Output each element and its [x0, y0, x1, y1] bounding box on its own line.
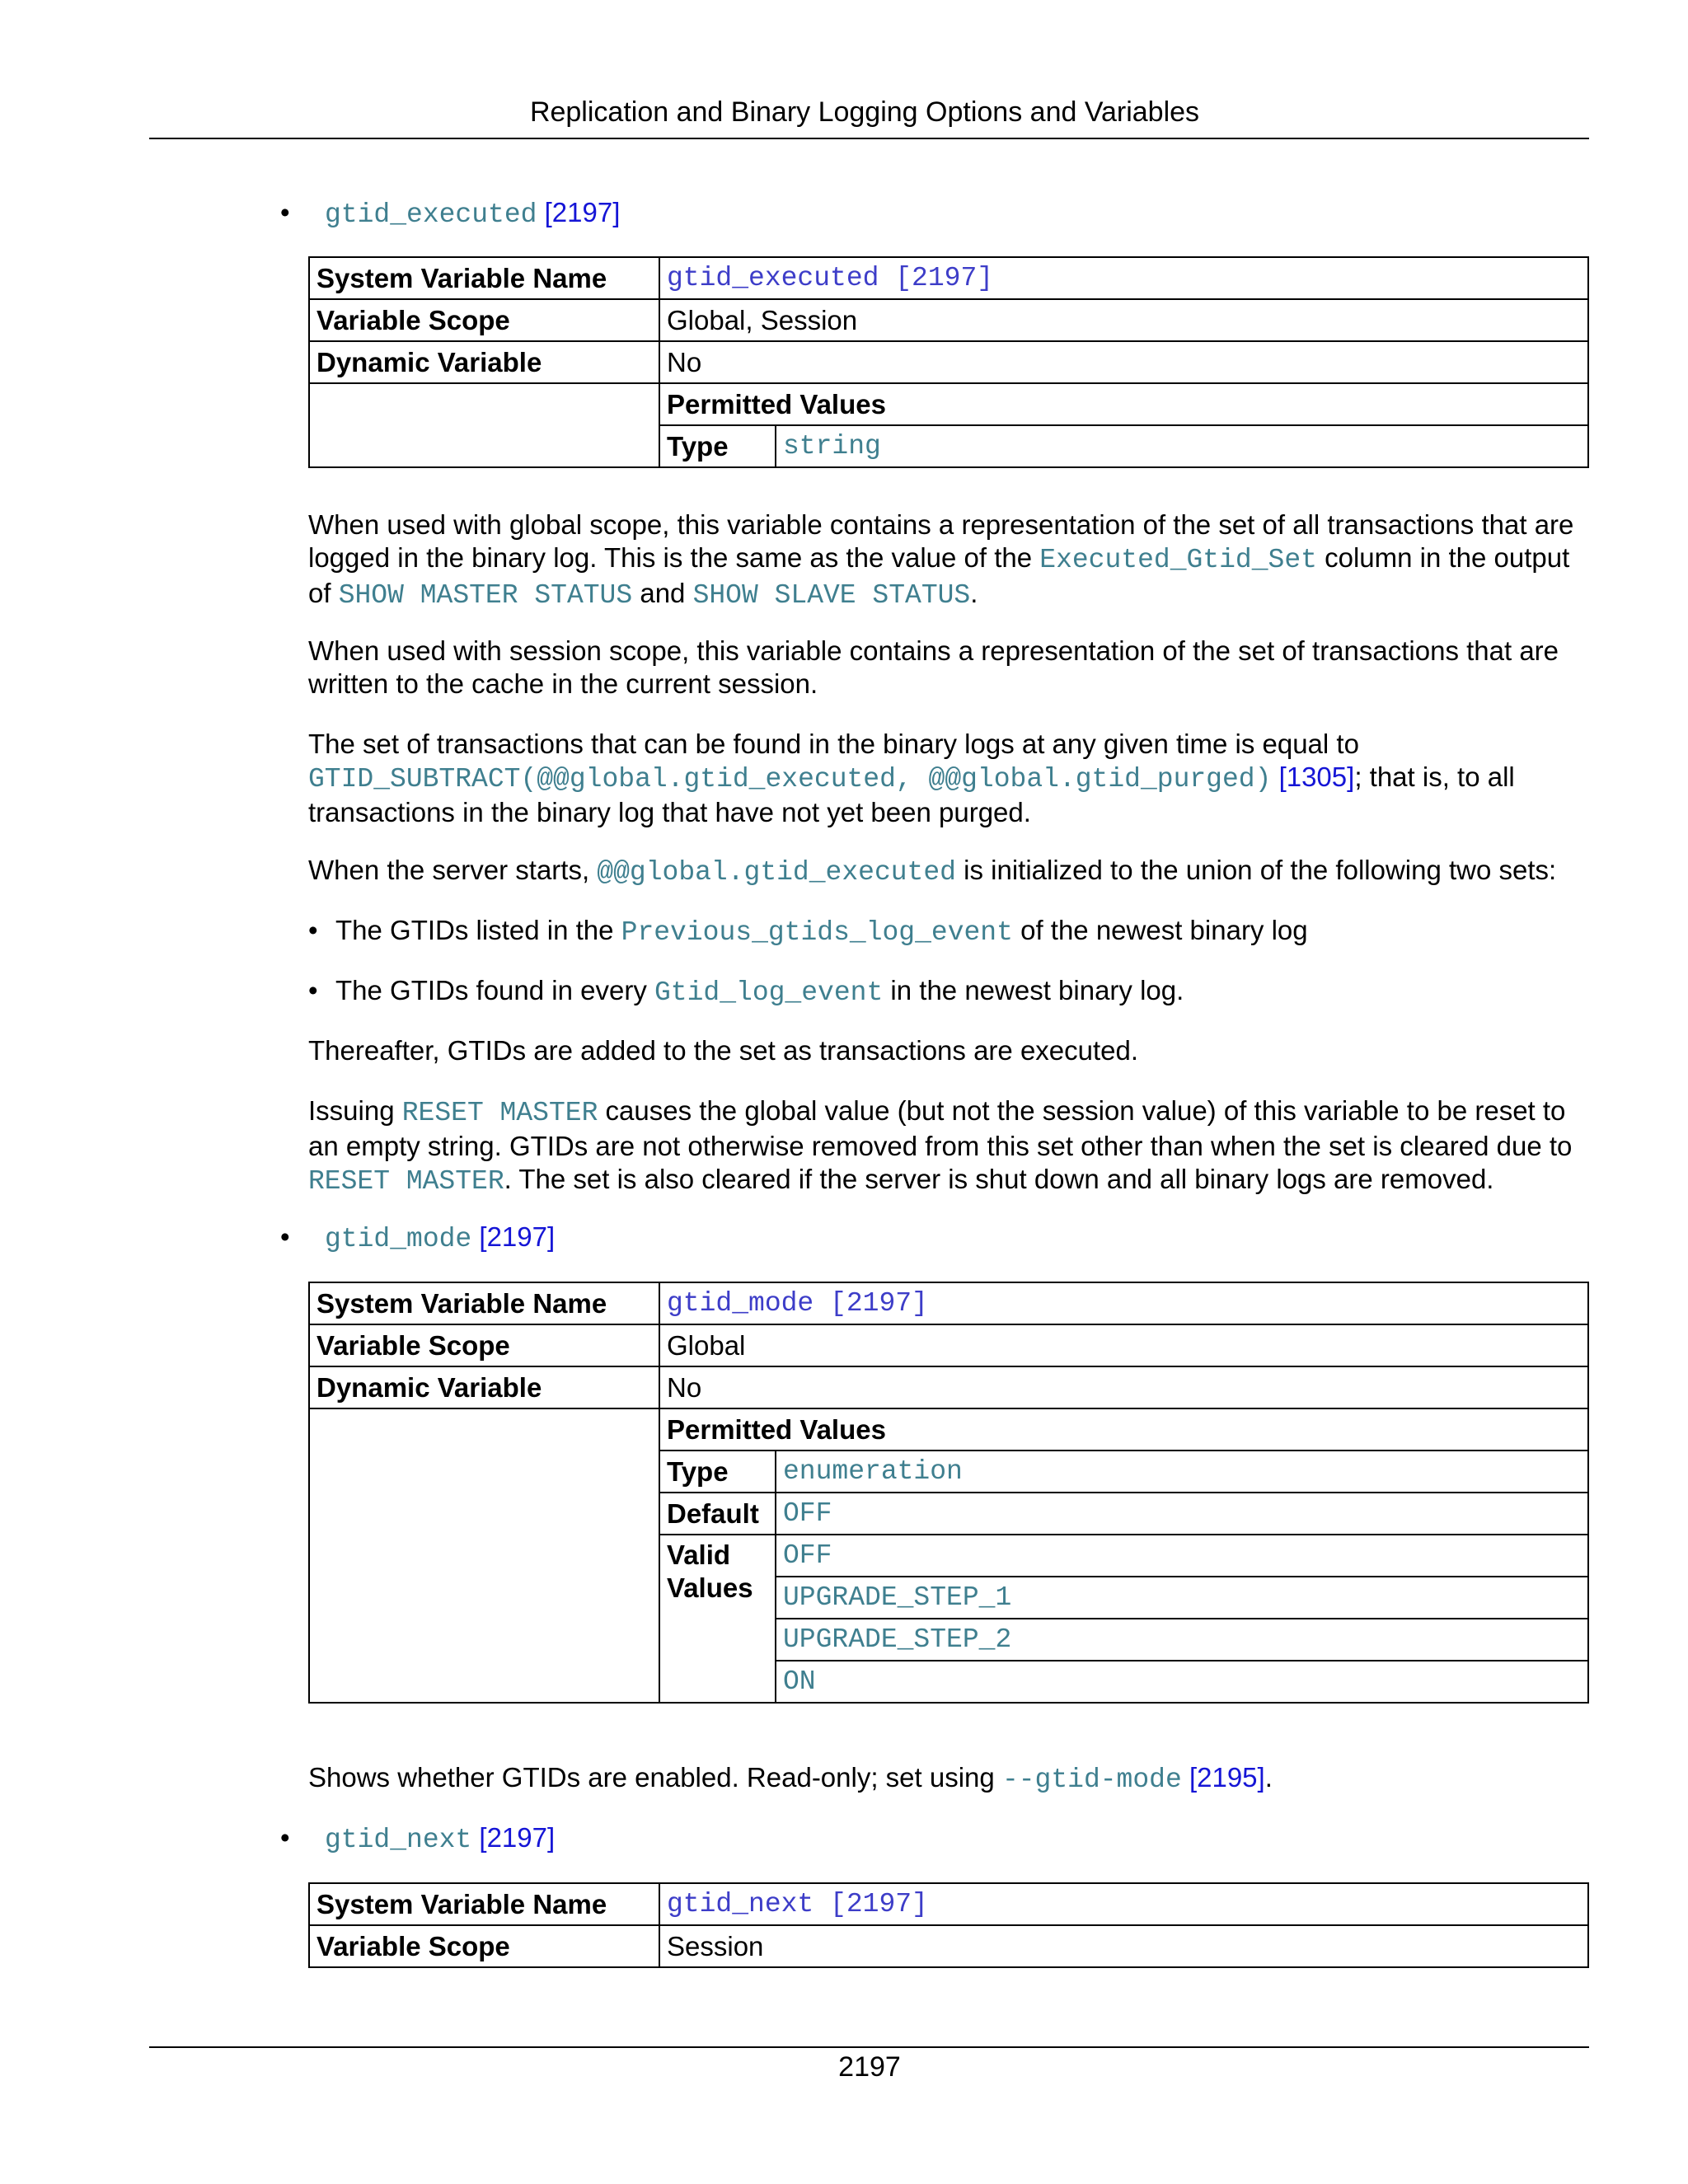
text: The GTIDs listed in the	[335, 915, 621, 945]
page-ref-link[interactable]: [2197]	[544, 197, 621, 227]
text: ; that is, to all transactions in the binary log that have not yet been purged.	[308, 762, 1515, 827]
variable-link-gtid-next[interactable]: gtid_next	[325, 1825, 472, 1855]
table-row	[309, 1366, 1588, 1408]
code-executed-gtid-set[interactable]: Executed_Gtid_Set	[1039, 545, 1317, 575]
table-row	[309, 1883, 1588, 1925]
text: and	[632, 578, 693, 608]
variable-table-gtid-mode	[308, 1282, 1589, 1704]
bullet-icon: •	[280, 1221, 290, 1252]
text: . The set is also cleared if the server is shut down and all binary logs are removed.	[504, 1164, 1494, 1194]
page-ref-link[interactable]: [1305]	[1278, 762, 1355, 792]
label-type: Type	[659, 425, 776, 467]
text: .	[970, 578, 978, 608]
table-row	[309, 341, 1588, 383]
label-variable-scope: Variable Scope	[309, 1324, 659, 1366]
variable-scope-value: Global	[659, 1324, 1588, 1366]
table-row	[309, 299, 1588, 341]
page-ref-link[interactable]: [2197]	[479, 1822, 556, 1853]
text: .	[1264, 1762, 1273, 1793]
text: of the newest binary log	[1012, 915, 1308, 945]
label-system-variable-name: System Variable Name	[309, 257, 659, 299]
code-gtid-log-event[interactable]: Gtid_log_event	[654, 977, 884, 1008]
bullet-icon: •	[308, 915, 318, 945]
table-row	[309, 257, 1588, 299]
variable-table-gtid-next	[308, 1882, 1589, 1968]
text: The GTIDs found in every	[335, 975, 654, 1005]
text: When used with global scope, this variable contains a representation of the set of all transactions that are logged in the binary log. This is the same as the value of the	[308, 509, 1574, 573]
code-global-gtid-executed[interactable]: @@global.gtid_executed	[597, 857, 956, 888]
valid-value: OFF	[776, 1535, 1588, 1577]
label-type: Type	[659, 1451, 776, 1493]
bullet-icon: •	[280, 1822, 290, 1853]
system-variable-name-link[interactable]: gtid_executed [2197]	[659, 257, 1588, 299]
type-value: string	[776, 425, 1588, 467]
paragraph	[308, 1094, 1594, 1198]
footer-divider	[149, 2046, 1589, 2048]
label-variable-scope: Variable Scope	[309, 299, 659, 341]
paragraph: Thereafter, GTIDs are added to the set as transactions are executed.	[308, 1035, 1139, 1066]
empty-cell	[309, 383, 659, 467]
table-row	[309, 1282, 1588, 1324]
list-item	[335, 914, 1588, 949]
page-ref-link[interactable]: [2195]	[1189, 1762, 1265, 1793]
type-value: enumeration	[776, 1451, 1588, 1493]
header-divider	[149, 138, 1589, 139]
label-permitted-values: Permitted Values	[659, 1408, 1588, 1451]
table-row	[309, 1925, 1588, 1967]
variable-table-gtid-executed	[308, 256, 1589, 468]
list-item	[335, 974, 1588, 1010]
entry-heading-gtid-executed	[325, 196, 620, 232]
text: Issuing	[308, 1095, 402, 1126]
variable-scope-value: Global, Session	[659, 299, 1588, 341]
paragraph	[308, 1761, 1594, 1797]
empty-cell	[309, 1408, 659, 1703]
paragraph	[308, 509, 1594, 612]
valid-value: UPGRADE_STEP_1	[776, 1577, 1588, 1619]
page-number: 2197	[838, 2051, 901, 2083]
code-show-master-status[interactable]: SHOW MASTER STATUS	[338, 580, 633, 611]
variable-link-gtid-mode[interactable]: gtid_mode	[325, 1224, 472, 1254]
label-dynamic-variable: Dynamic Variable	[309, 1366, 659, 1408]
label-variable-scope: Variable Scope	[309, 1925, 659, 1967]
text: The set of transactions that can be found in the binary logs at any given time is equal to	[308, 729, 1359, 759]
page-ref-link[interactable]: [2197]	[479, 1221, 556, 1252]
table-row	[309, 383, 1588, 425]
paragraph	[308, 728, 1594, 829]
table-row	[309, 1408, 1588, 1451]
code-show-slave-status[interactable]: SHOW SLAVE STATUS	[692, 580, 971, 611]
table-row	[309, 1324, 1588, 1366]
valid-value: UPGRADE_STEP_2	[776, 1619, 1588, 1661]
entry-heading-gtid-mode	[325, 1221, 555, 1256]
dynamic-variable-value: No	[659, 341, 1588, 383]
text: is initialized to the union of the following two sets:	[955, 855, 1557, 885]
code-previous-gtids-log-event[interactable]: Previous_gtids_log_event	[621, 917, 1013, 948]
text: in the newest binary log.	[883, 975, 1184, 1005]
variable-link-gtid-executed[interactable]: gtid_executed	[325, 199, 537, 230]
text: causes the global value (but not the session value) of this variable to be reset to an empty string. GTIDs are not otherwise removed from this set other than when the set is cleared due to	[308, 1095, 1573, 1161]
bullet-icon: •	[280, 197, 290, 227]
code-reset-master[interactable]: RESET MASTER	[401, 1098, 598, 1128]
system-variable-name-link[interactable]: gtid_mode [2197]	[659, 1282, 1588, 1324]
page-header-title: Replication and Binary Logging Options and Variables	[529, 96, 1200, 128]
variable-scope-value: Session	[659, 1925, 1588, 1967]
default-value: OFF	[776, 1493, 1588, 1535]
text: column in the output of	[308, 542, 1570, 608]
entry-heading-gtid-next	[325, 1821, 555, 1857]
code-gtid-subtract[interactable]: GTID_SUBTRACT(@@global.gtid_executed, @@global.gtid_purged)	[308, 764, 1272, 794]
dynamic-variable-value: No	[659, 1366, 1588, 1408]
valid-value: ON	[776, 1661, 1588, 1703]
paragraph	[308, 854, 1594, 889]
label-system-variable-name: System Variable Name	[309, 1282, 659, 1324]
text: Shows whether GTIDs are enabled. Read-only; set using	[308, 1762, 1002, 1793]
paragraph: When used with session scope, this variable contains a representation of the set of transactions that are written to the cache in the current session.	[308, 635, 1559, 699]
label-system-variable-name: System Variable Name	[309, 1883, 659, 1925]
label-valid-values: Valid Values	[659, 1535, 776, 1703]
label-dynamic-variable: Dynamic Variable	[309, 341, 659, 383]
system-variable-name-link[interactable]: gtid_next [2197]	[659, 1883, 1588, 1925]
label-default: Default	[659, 1493, 776, 1535]
label-permitted-values: Permitted Values	[659, 383, 1588, 425]
code-gtid-mode-option[interactable]: --gtid-mode	[1001, 1765, 1182, 1795]
bullet-icon: •	[308, 975, 318, 1005]
code-reset-master[interactable]: RESET MASTER	[308, 1166, 504, 1197]
text: When the server starts,	[308, 855, 598, 885]
